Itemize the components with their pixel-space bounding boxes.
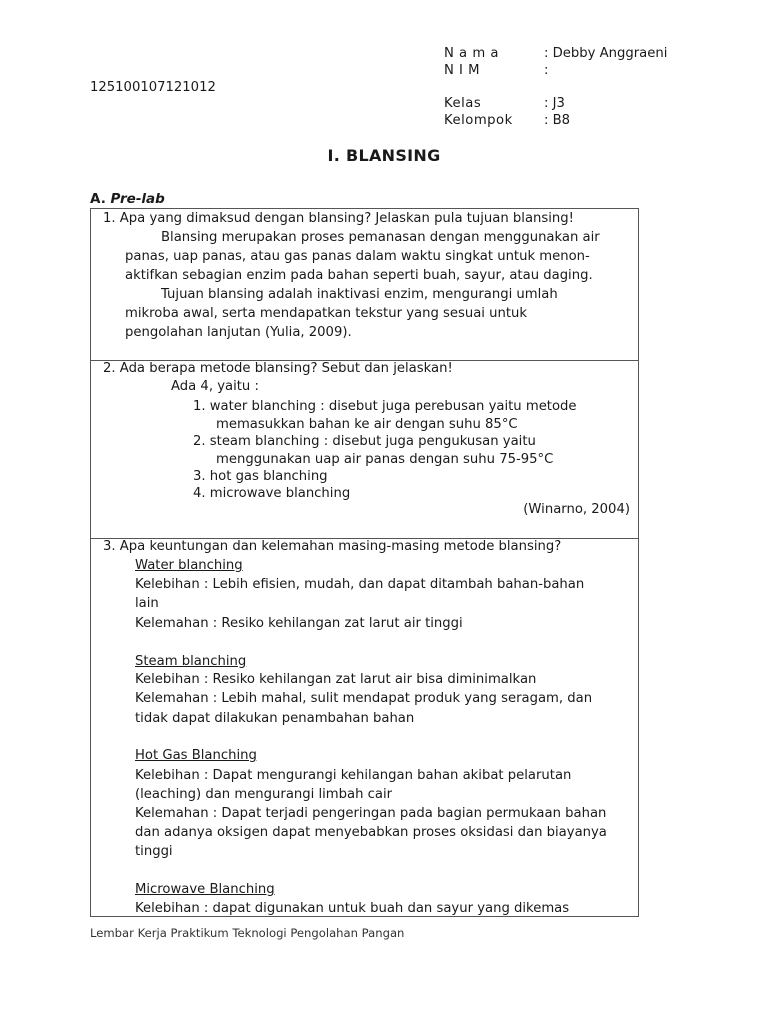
answer-1-line: panas, uap panas, atau gas panas dalam waktu singkat untuk menon-	[125, 249, 590, 264]
section-letter: A.	[90, 191, 106, 207]
hotgas-line: dan adanya oksigen dapat menyebabkan proses oksidasi dan biayanya	[135, 825, 607, 840]
answer-2-intro: Ada 4, yaitu :	[171, 379, 259, 394]
microwave-line: Kelebihan : dapat digunakan untuk buah dan sayur yang dikemas	[135, 901, 570, 916]
answer-1-line: Tujuan blansing adalah inaktivasi enzim, mengurangi umlah	[161, 287, 558, 302]
question-2: 2. Ada berapa metode blansing? Sebut dan jelaskan!	[103, 361, 453, 376]
steam-heading: Steam blanching	[135, 654, 247, 669]
kelas-label: Kelas	[444, 96, 482, 111]
water-heading: Water blanching	[135, 558, 243, 573]
question-3: 3. Apa keuntungan dan kelemahan masing-masing metode blansing?	[103, 539, 562, 554]
page-title: I. BLANSING	[327, 146, 441, 165]
water-line: lain	[135, 596, 159, 611]
nama-label: N a m a	[444, 46, 499, 61]
nim-number: 125100107121012	[90, 80, 216, 95]
nim-label: N I M	[444, 63, 481, 78]
kelas-row	[444, 95, 565, 112]
nim-row	[444, 62, 548, 79]
hotgas-line: Kelebihan : Dapat mengurangi kehilangan bahan akibat pelarutan	[135, 768, 572, 783]
answer-1-line: Blansing merupakan proses pemanasan dengan menggunakan air	[161, 230, 600, 245]
kelas-value: : J3	[544, 96, 565, 111]
microwave-heading: Microwave Blanching	[135, 882, 275, 897]
nama-value: : Debby Anggraeni	[544, 46, 668, 61]
question-box-1	[90, 208, 639, 361]
section-name: Pre-lab	[110, 191, 165, 207]
steam-line: Kelemahan : Lebih mahal, sulit mendapat produk yang seragam, dan	[135, 691, 593, 706]
hotgas-heading: Hot Gas Blanching	[135, 748, 257, 763]
footer-text: Lembar Kerja Praktikum Teknologi Pengolahan Pangan	[90, 926, 405, 940]
hotgas-line: (leaching) dan mengurangi limbah cair	[135, 787, 393, 802]
answer-1-line: aktifkan sebagian enzim pada bahan seperti buah, sayur, atau daging.	[125, 268, 593, 283]
kelompok-row	[444, 112, 570, 129]
hotgas-line: Kelemahan : Dapat terjadi pengeringan pada bagian permukaan bahan	[135, 806, 607, 821]
question-box-2	[90, 360, 639, 539]
method-item: 3. hot gas blanching	[193, 469, 328, 484]
question-box-3	[90, 538, 639, 917]
answer-1-line: mikroba awal, serta mendapatkan tekstur yang sesuai untuk	[125, 306, 528, 321]
section-heading	[90, 191, 165, 207]
method-item: 2. steam blanching : disebut juga pengukusan yaitu	[193, 434, 536, 449]
method-item-cont: menggunakan uap air panas dengan suhu 75-95°C	[216, 452, 554, 467]
hotgas-line: tinggi	[135, 844, 173, 859]
kelompok-value: : B8	[544, 113, 571, 128]
water-line: Kelemahan : Resiko kehilangan zat larut air tinggi	[135, 616, 463, 631]
steam-line: Kelebihan : Resiko kehilangan zat larut air bisa diminimalkan	[135, 672, 537, 687]
citation: (Winarno, 2004)	[523, 502, 630, 517]
nama-row	[444, 45, 667, 62]
method-item-cont: memasukkan bahan ke air dengan suhu 85°C	[216, 417, 518, 432]
nim-value: :	[544, 63, 549, 78]
kelompok-label: Kelompok	[444, 113, 513, 128]
answer-1-line: pengolahan lanjutan (Yulia, 2009).	[125, 325, 352, 340]
method-item: 4. microwave blanching	[193, 486, 351, 501]
water-line: Kelebihan : Lebih efisien, mudah, dan dapat ditambah bahan-bahan	[135, 577, 585, 592]
question-1: 1. Apa yang dimaksud dengan blansing? Jelaskan pula tujuan blansing!	[103, 211, 574, 226]
method-item: 1. water blanching : disebut juga perebusan yaitu metode	[193, 399, 577, 414]
steam-line: tidak dapat dilakukan penambahan bahan	[135, 711, 415, 726]
